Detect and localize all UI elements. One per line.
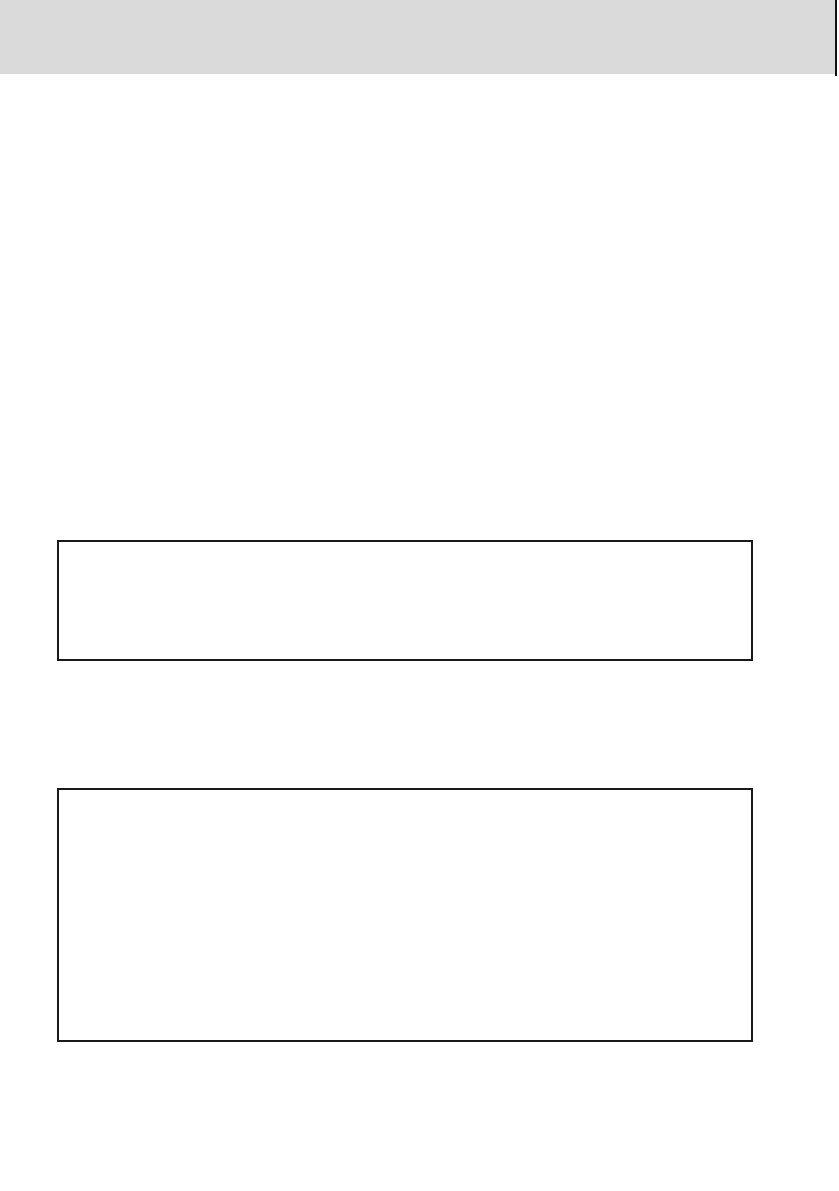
pulse-timing-diagram [57, 540, 753, 661]
pid-tolerance-diagram [57, 788, 753, 1042]
header-edge-rule [835, 0, 837, 76]
pulse-timing-svg [59, 542, 755, 663]
page-header-band [0, 0, 835, 74]
pid-diagram-svg [59, 790, 755, 1044]
